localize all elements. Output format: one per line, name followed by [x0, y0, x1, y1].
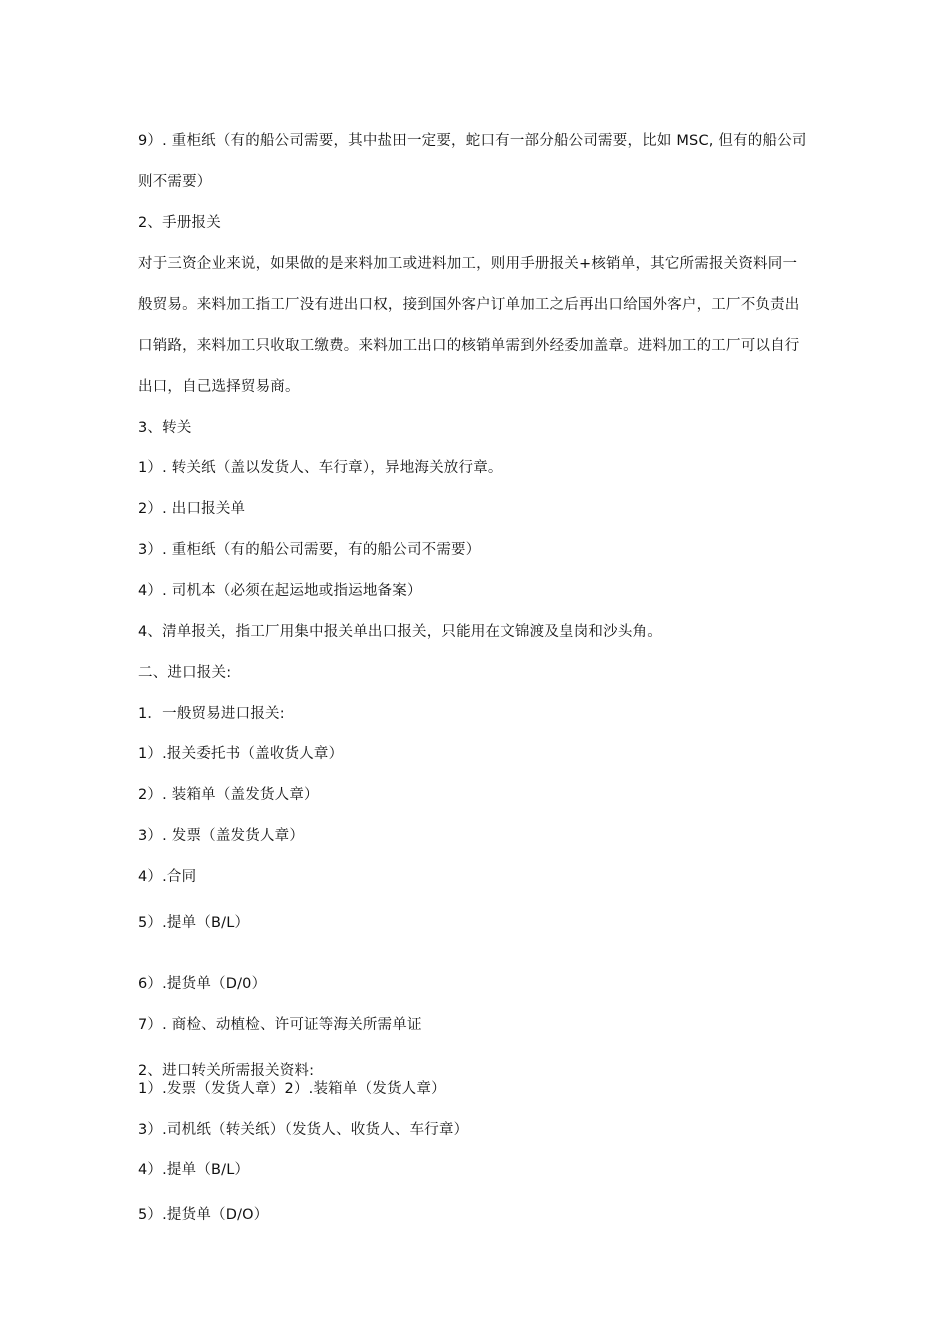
list-item: 3）.司机纸（转关纸）（发货人、收货人、车行章）: [138, 1122, 469, 1138]
list-item: 7）. 商检、动植检、许可证等海关所需单证: [138, 1017, 422, 1033]
text-line: 9）. 重柜纸（有的船公司需要，其中盐田一定要，蛇口有一部分船公司需要，比如 MSC, 但有的船公司: [138, 133, 807, 149]
list-item: 5）.提单（B/L）: [138, 915, 250, 931]
section-heading: 3、转关: [138, 420, 192, 436]
section-heading: 1．一般贸易进口报关:: [138, 706, 285, 722]
section-heading: 二、进口报关:: [138, 665, 232, 681]
list-item: 3）. 发票（盖发货人章）: [138, 828, 305, 844]
list-item: 2）. 装箱单（盖发货人章）: [138, 787, 319, 803]
list-item: 4）. 司机本（必须在起运地或指运地备案）: [138, 583, 422, 599]
text-line: 出口，自己选择贸易商。: [138, 379, 300, 395]
text-line: 则不需要）: [138, 174, 212, 190]
list-item: 5）.提货单（D/O）: [138, 1207, 269, 1223]
text-line: 般贸易。来料加工指工厂没有进出口权，接到国外客户订单加工之后再出口给国外客户，工厂不负责出: [138, 297, 800, 313]
list-item: 1）.发票（发货人章）2）.装箱单（发货人章）: [138, 1081, 446, 1097]
list-item: 4）.合同: [138, 869, 197, 885]
section-heading: 2、进口转关所需报关资料:: [138, 1063, 315, 1079]
list-item: 4）.提单（B/L）: [138, 1162, 250, 1178]
list-item: 1）. 转关纸（盖以发货人、车行章），异地海关放行章。: [138, 460, 503, 476]
text-line: 对于三资企业来说，如果做的是来料加工或进料加工，则用手册报关+核销单，其它所需报关资料同一: [138, 256, 798, 272]
text-line: 口销路，来料加工只收取工缴费。来料加工出口的核销单需到外经委加盖章。进料加工的工厂可以自行: [138, 338, 800, 354]
list-item: 1）.报关委托书（盖收货人章）: [138, 746, 344, 762]
list-item: 6）.提货单（D/0）: [138, 976, 267, 992]
section-heading: 2、手册报关: [138, 215, 221, 231]
list-item: 3）. 重柜纸（有的船公司需要，有的船公司不需要）: [138, 542, 481, 558]
list-item: 2）. 出口报关单: [138, 501, 246, 517]
section-heading: 4、清单报关，指工厂用集中报关单出口报关，只能用在文锦渡及皇岗和沙头角。: [138, 624, 662, 640]
